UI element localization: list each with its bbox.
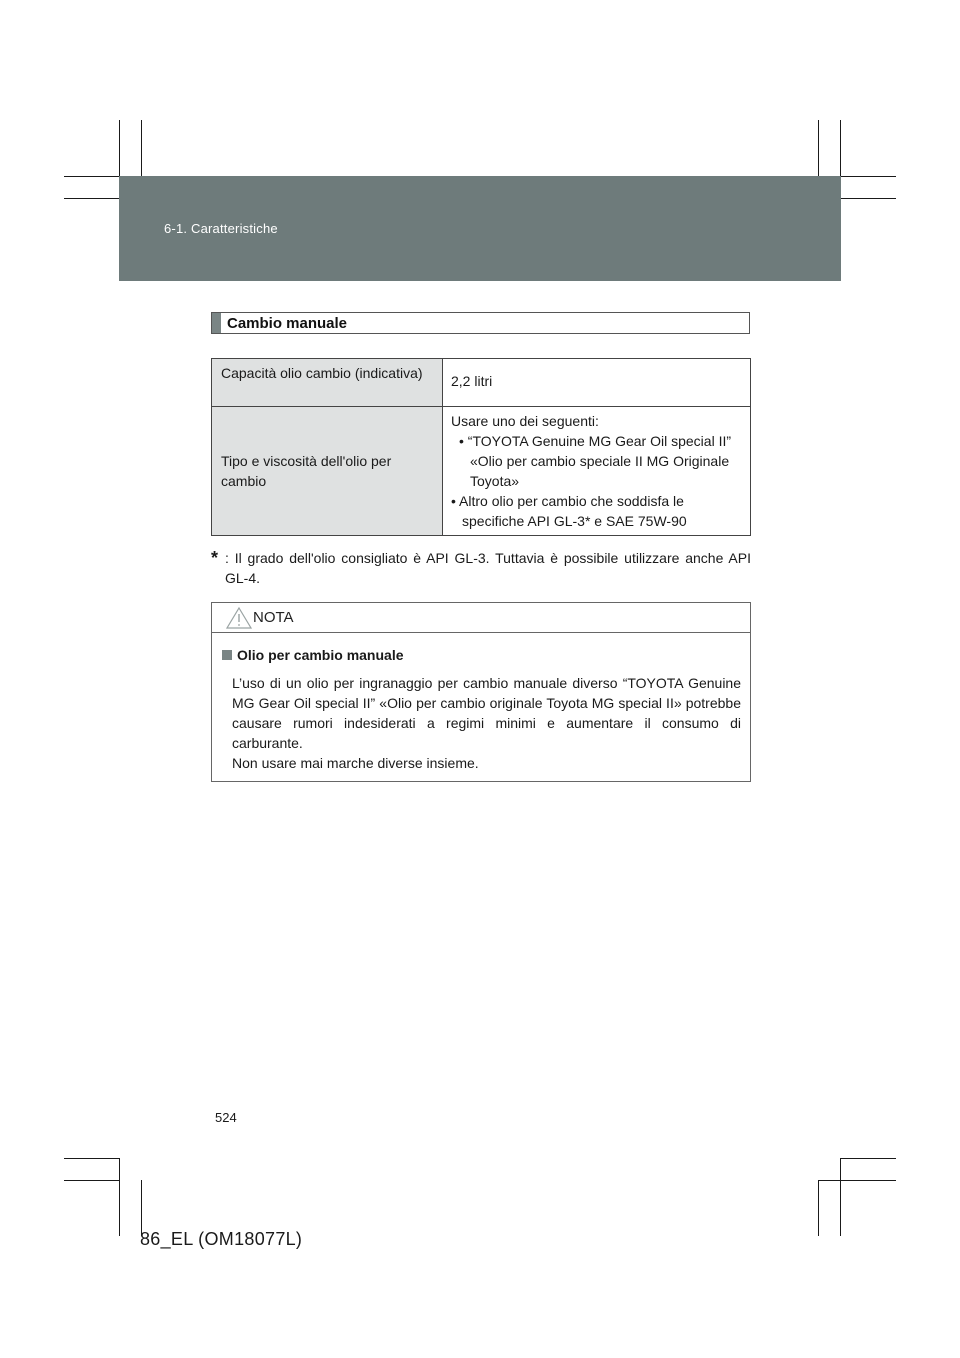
nota-body [212, 633, 750, 773]
spec-table [211, 358, 751, 536]
oil-option: • Altro olio per cambio che soddisfa le specifiche API GL-3* e SAE 75W-90 [451, 493, 687, 529]
square-bullet-icon [222, 650, 232, 660]
crop-mark [841, 1158, 896, 1159]
footnote [211, 548, 751, 588]
crop-mark [64, 198, 119, 199]
oil-type-label: Tipo e viscosità dell'olio per cambio [212, 407, 443, 536]
crop-mark [841, 176, 896, 177]
oil-type-value [443, 407, 751, 536]
page-number: 524 [215, 1110, 237, 1125]
table-row [212, 407, 751, 536]
crop-mark [119, 120, 120, 176]
chapter-header [119, 176, 841, 281]
title-accent-bar [212, 313, 221, 333]
nota-header [212, 603, 750, 633]
crop-mark [64, 176, 119, 177]
nota-paragraph: Non usare mai marche diverse insieme. [232, 755, 479, 771]
document-code: 86_EL (OM18077L) [140, 1229, 303, 1249]
crop-mark [141, 120, 142, 176]
nota-box [211, 602, 751, 782]
oil-option: • “TOYOTA Genuine MG Gear Oil special II” «Olio per cambio speciale II MG Originale Toyota» [459, 433, 732, 489]
crop-mark [841, 198, 896, 199]
crop-mark [840, 1158, 841, 1236]
section-title [211, 312, 750, 334]
crop-mark [141, 1180, 142, 1236]
crop-mark [840, 120, 841, 176]
crop-mark [64, 1158, 119, 1159]
nota-label: NOTA [253, 609, 294, 626]
crop-mark [818, 120, 819, 176]
warning-triangle-icon [226, 607, 252, 629]
capacity-label: Capacità olio cambio (indicativa) [212, 359, 443, 407]
section-title-text: Cambio manuale [227, 315, 348, 332]
capacity-value: 2,2 litri [443, 359, 751, 407]
footnote-text: : Il grado dell'olio consigliato è API GL-3. Tuttavia è possibile utilizzare anche API GL-4. [225, 550, 751, 586]
nota-subtitle-text: Olio per cambio manuale [237, 647, 404, 663]
oil-type-intro: Usare uno dei seguenti: [451, 413, 599, 429]
nota-subtitle [222, 645, 741, 665]
table-row [212, 359, 751, 407]
nota-paragraph: L’uso di un olio per ingranaggio per cambio manuale diverso “TOYOTA Genuine MG Gear Oil special II” «Olio per cambio originale Toyota MG special II» potrebbe causare rumori indesiderati a regimi minimi e aumentare il consumo di carburante. [232, 675, 741, 751]
section-label: 6-1. Caratteristiche [164, 221, 278, 236]
crop-mark [818, 1180, 896, 1181]
crop-mark [64, 1180, 119, 1181]
crop-mark [119, 1158, 120, 1236]
footnote-mark: * [211, 548, 219, 568]
crop-mark [818, 1180, 819, 1236]
